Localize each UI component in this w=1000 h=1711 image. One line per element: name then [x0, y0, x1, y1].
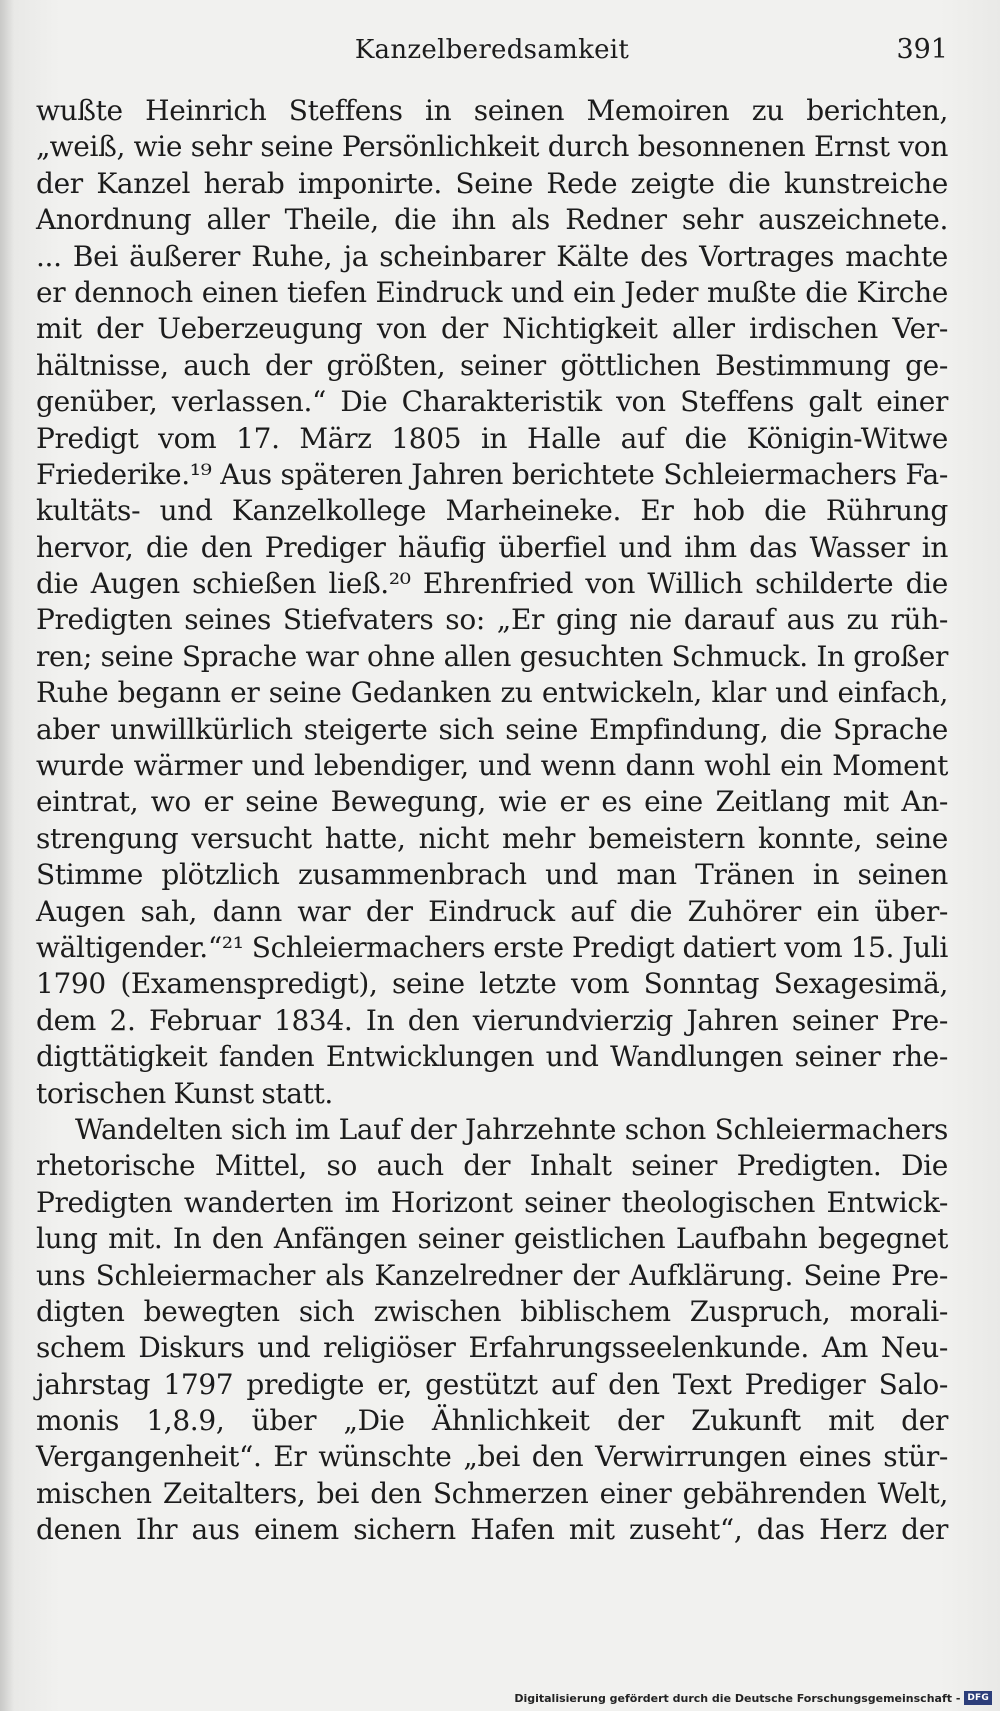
text-line: ren; seine Sprache war ohne allen gesuchten Schmuck. In großer: [36, 639, 948, 673]
body-text: [36, 93, 948, 1549]
text-line: wußte Heinrich Steffens in seinen Memoiren zu berichten,: [36, 94, 948, 127]
text-line: Predigten wanderten im Horizont seiner theologischen Entwick-: [36, 1185, 948, 1219]
text-line: torischen Kunst statt.: [36, 1076, 333, 1110]
text-line: hältnisse, auch der größten, seiner göttlichen Bestimmung ge-: [36, 348, 948, 382]
paragraph-1: [36, 93, 948, 1112]
text-line: schem Diskurs und religiöser Erfahrungsseelenkunde. Am Neu-: [36, 1331, 948, 1365]
text-line: Stimme plötzlich zusammenbrach und man Tränen in seinen: [36, 858, 948, 892]
text-line: er dennoch einen tiefen Eindruck und ein Jeder mußte die Kirche: [36, 275, 948, 309]
text-line: Predigt vom 17. März 1805 in Halle auf die Königin-Witwe: [36, 421, 948, 455]
text-line: jahrstag 1797 predigte er, gestützt auf den Text Prediger Salo-: [36, 1367, 948, 1401]
text-line: monis 1,8.9, über „Die Ähnlichkeit der Zukunft mit der: [36, 1404, 948, 1438]
text-line: Augen sah, dann war der Eindruck auf die Zuhörer ein über-: [36, 894, 948, 928]
dfg-logo: DFG: [964, 1691, 992, 1705]
text-line: „weiß, wie sehr seine Persönlichkeit durch besonnenen Ernst von: [36, 130, 948, 164]
spine-shadow: [0, 0, 14, 1711]
text-line: mischen Zeitalters, bei den Schmerzen einer gebährenden Welt,: [36, 1476, 948, 1510]
credit-text: Digitalisierung gefördert durch die Deutsche Forschungsgemeinschaft -: [514, 1691, 961, 1705]
text-line: rhetorische Mittel, so auch der Inhalt seiner Predigten. Die: [36, 1149, 948, 1183]
digitization-credit: [514, 1689, 992, 1707]
text-line: hervor, die den Prediger häufig überfiel und ihm das Wasser in: [36, 530, 948, 564]
text-line: digttätigkeit fanden Entwicklungen und Wandlungen seiner rhe-: [36, 1040, 948, 1074]
text-line: 1790 (Examenspredigt), seine letzte vom Sonntag Sexagesimä,: [36, 967, 948, 1001]
running-title: Kanzelberedsamkeit: [354, 35, 630, 65]
text-line: strengung versucht hatte, nicht mehr bemeistern konnte, seine: [36, 821, 948, 855]
text-line: kultäts- und Kanzelkollege Marheineke. Er hob die Rührung: [36, 494, 948, 528]
text-line: digten bewegten sich zwischen biblischem Zuspruch, morali-: [36, 1294, 948, 1328]
text-line: genüber, verlassen.“ Die Charakteristik von Steffens galt einer: [36, 385, 948, 419]
text-line: Friederike.¹⁹ Aus späteren Jahren berichtete Schleiermachers Fa-: [36, 457, 948, 491]
text-line: lung mit. In den Anfängen seiner geistlichen Laufbahn begegnet: [36, 1222, 948, 1256]
text-line: aber unwillkürlich steigerte sich seine Empfindung, die Sprache: [36, 712, 948, 746]
text-line: Predigten seines Stiefvaters so: „Er ging nie darauf aus zu rüh-: [36, 603, 948, 637]
text-line: mit der Ueberzeugung von der Nichtigkeit aller irdischen Ver-: [36, 312, 948, 346]
text-line: eintrat, wo er seine Bewegung, wie er es eine Zeitlang mit An-: [36, 785, 948, 819]
text-line: Vergangenheit“. Er wünschte „bei den Verwirrungen eines stür-: [36, 1440, 948, 1474]
text-line: ... Bei äußerer Ruhe, ja scheinbarer Kälte des Vortrages machte: [36, 239, 948, 273]
text-line: denen Ihr aus einem sichern Hafen mit zuseht“, das Herz der: [36, 1513, 948, 1547]
text-line: wältigender.“²¹ Schleiermachers erste Predigt datiert vom 15. Juli: [36, 930, 948, 964]
text-line: Wandelten sich im Lauf der Jahrzehnte schon Schleiermachers: [75, 1112, 948, 1146]
text-line: Ruhe begann er seine Gedanken zu entwickeln, klar und einfach,: [36, 676, 948, 710]
text-line: der Kanzel herab imponirte. Seine Rede zeigte die kunstreiche: [36, 166, 948, 200]
text-line: Anordnung aller Theile, die ihn als Redner sehr auszeichnete.: [36, 203, 948, 237]
text-line: wurde wärmer und lebendiger, und wenn dann wohl ein Moment: [36, 749, 948, 783]
text-line: dem 2. Februar 1834. In den vierundvierzig Jahren seiner Pre-: [36, 1003, 948, 1037]
text-line: uns Schleiermacher als Kanzelredner der Aufklärung. Seine Pre-: [36, 1258, 948, 1292]
page-number: 391: [896, 34, 948, 65]
paragraph-2: [36, 1112, 948, 1549]
text-line: die Augen schießen ließ.²⁰ Ehrenfried von Willich schilderte die: [36, 567, 948, 601]
running-head: [36, 30, 948, 70]
